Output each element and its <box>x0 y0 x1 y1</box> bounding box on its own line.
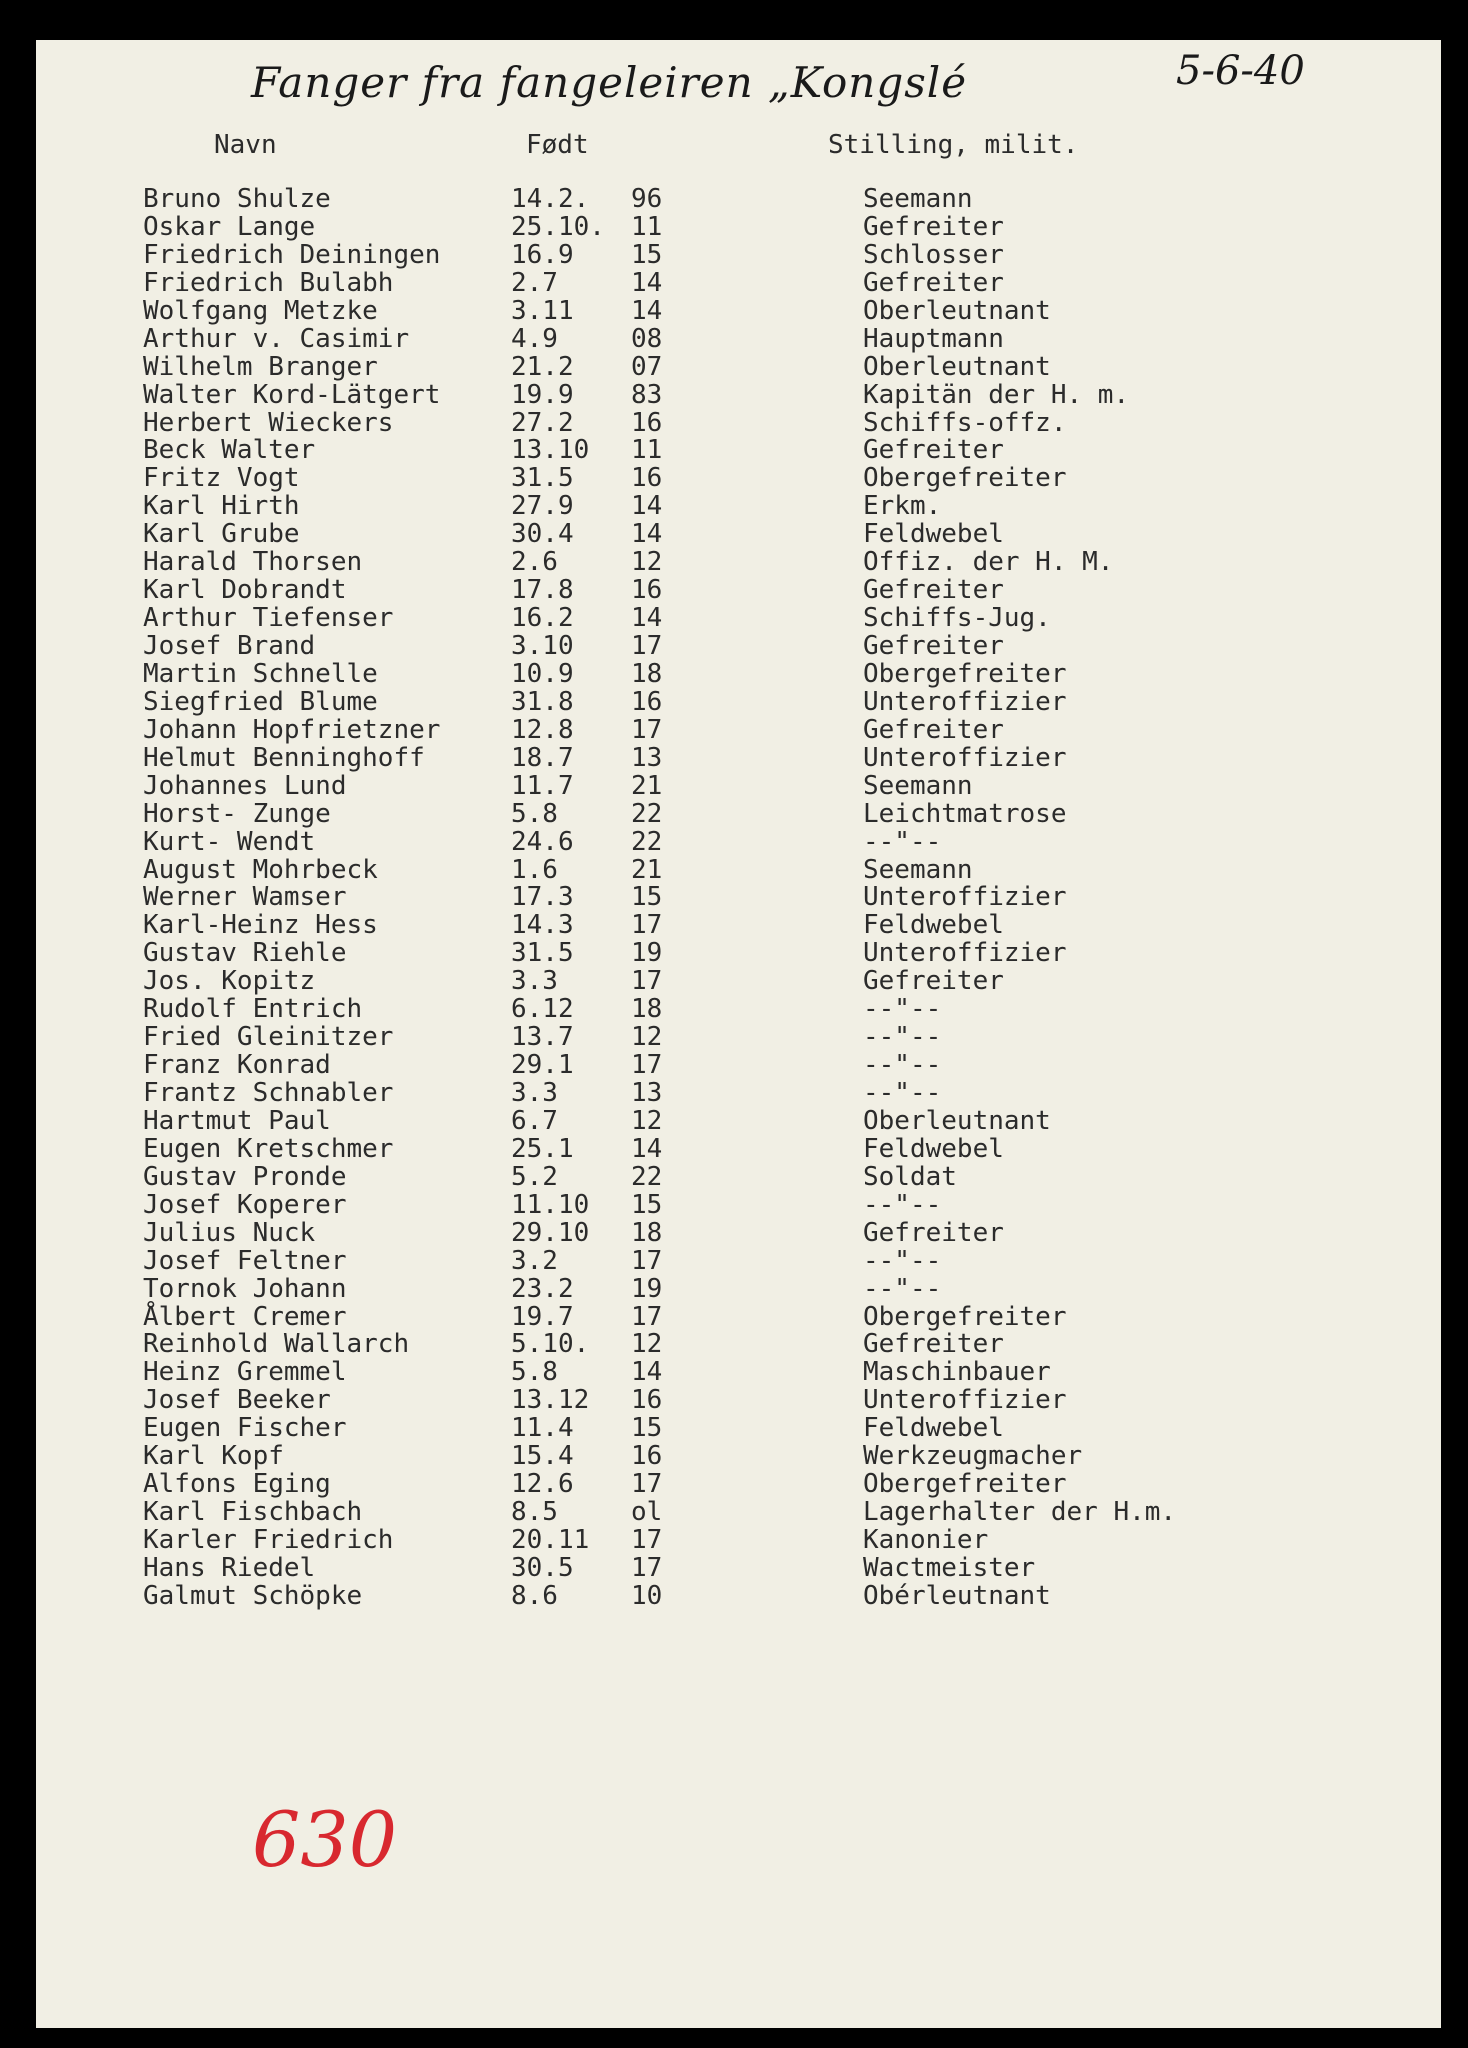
military-position: Obergefreiter <box>863 658 1067 689</box>
military-position: Gefreiter <box>863 966 1004 997</box>
list-item <box>36 714 1441 745</box>
list-item <box>36 493 1441 521</box>
birth-date: 31.5 <box>511 938 574 969</box>
prisoner-name: Gustav Pronde <box>143 1161 347 1192</box>
list-item <box>36 186 1441 214</box>
prisoner-name: Josef Beeker <box>143 1385 331 1416</box>
birth-date: 11.4 <box>511 1413 574 1444</box>
military-position: Gefreiter <box>863 1329 1004 1360</box>
prisoner-list <box>36 186 1441 1611</box>
prisoner-name: Galmut Schöpke <box>143 1580 363 1611</box>
list-item <box>36 1443 1441 1471</box>
birth-year: 10 <box>631 1580 663 1611</box>
birth-date: 29.10 <box>511 1217 590 1248</box>
prisoner-name: Martin Schnelle <box>143 658 378 689</box>
military-position: Obergefreiter <box>863 1469 1067 1500</box>
birth-year: 11 <box>631 211 663 242</box>
military-position: Obérleutnant <box>863 1580 1051 1611</box>
birth-year: 22 <box>631 1161 663 1192</box>
list-item <box>36 1499 1441 1527</box>
birth-date: 11.7 <box>511 770 574 801</box>
list-item <box>36 1105 1441 1136</box>
prisoner-name: Arthur Tiefenser <box>143 603 394 634</box>
birth-date: 11.10 <box>511 1189 590 1220</box>
military-position: Unteroffizier <box>863 742 1067 773</box>
prisoner-name: Josef Koperer <box>143 1189 347 1220</box>
list-item <box>36 940 1441 968</box>
military-position: --"-- <box>863 1273 942 1304</box>
list-item <box>36 1217 1441 1248</box>
military-position: --"-- <box>863 1078 942 1108</box>
birth-year: 21 <box>631 770 663 801</box>
birth-date: 21.2 <box>511 351 574 382</box>
prisoner-name: Wolfgang Metzke <box>143 295 378 326</box>
prisoner-name: Arthur v. Casimir <box>143 323 410 354</box>
birth-date: 12.8 <box>511 714 574 745</box>
prisoner-name: Friedrich Bulabh <box>143 267 394 298</box>
list-item <box>36 633 1441 661</box>
list-item <box>36 1133 1441 1164</box>
birth-year: 16 <box>631 686 663 717</box>
birth-date: 14.3 <box>511 910 574 941</box>
birth-date: 24.6 <box>511 826 574 857</box>
birth-year: 08 <box>631 323 663 354</box>
list-item <box>36 1580 1441 1611</box>
birth-year: 14 <box>631 491 663 522</box>
list-item <box>36 1080 1441 1108</box>
list-item <box>36 521 1441 549</box>
birth-year: 16 <box>631 407 663 438</box>
list-item <box>36 798 1441 829</box>
military-position: Leichtmatrose <box>863 798 1067 829</box>
list-item <box>36 267 1441 298</box>
birth-date: 2.7 <box>511 267 558 298</box>
birth-year: 17 <box>631 1245 663 1276</box>
military-position: Oberleutnant <box>863 351 1051 382</box>
prisoner-name: Werner Wamser <box>143 882 347 913</box>
prisoner-name: Siegfried Blume <box>143 686 378 717</box>
prisoner-name: Ålbert Cremer <box>143 1301 347 1332</box>
birth-date: 3.2 <box>511 1245 558 1276</box>
prisoner-name: Wilhelm Branger <box>143 351 378 382</box>
list-item <box>36 826 1441 857</box>
birth-year: 12 <box>631 1022 663 1053</box>
military-position: Oberleutnant <box>863 1105 1051 1136</box>
prisoner-name: Karl Grube <box>143 519 300 550</box>
list-item <box>36 465 1441 493</box>
prisoner-name: Jos. Kopitz <box>143 966 316 997</box>
header-name: Navn <box>214 130 277 160</box>
birth-year: 17 <box>631 1525 663 1555</box>
birth-year: 21 <box>631 854 663 885</box>
list-item <box>36 1387 1441 1415</box>
military-position: Schiffs-offz. <box>863 407 1067 438</box>
military-position: Hauptmann <box>863 323 1004 354</box>
birth-year: 16 <box>631 1385 663 1416</box>
prisoner-name: Karl Fischbach <box>143 1497 363 1528</box>
military-position: Unteroffizier <box>863 686 1067 717</box>
birth-year: 18 <box>631 994 663 1025</box>
birth-year: 12 <box>631 547 663 578</box>
birth-date: 19.9 <box>511 379 574 410</box>
birth-year: 18 <box>631 1217 663 1248</box>
birth-year: 22 <box>631 798 663 829</box>
list-item <box>36 605 1441 633</box>
list-item <box>36 912 1441 940</box>
birth-date: 27.9 <box>511 491 574 522</box>
list-item <box>36 996 1441 1024</box>
list-item <box>36 295 1441 326</box>
military-position: --"-- <box>863 994 942 1025</box>
prisoner-name: Horst- Zunge <box>143 798 331 829</box>
military-position: Feldwebel <box>863 1133 1004 1164</box>
birth-date: 5.2 <box>511 1161 558 1192</box>
birth-date: 6.12 <box>511 994 574 1025</box>
military-position: Unteroffizier <box>863 938 1067 969</box>
birth-date: 19.7 <box>511 1301 574 1332</box>
military-position: Erkm. <box>863 491 942 522</box>
birth-date: 25.1 <box>511 1133 574 1164</box>
military-position: Feldwebel <box>863 910 1004 941</box>
prisoner-name: Harald Thorsen <box>143 547 363 578</box>
prisoner-name: Karl Kopf <box>143 1441 284 1472</box>
prisoner-name: Walter Kord-Lätgert <box>143 379 441 410</box>
list-item <box>36 1024 1441 1052</box>
prisoner-name: Johannes Lund <box>143 770 347 801</box>
list-item <box>36 407 1441 438</box>
military-position: Oberleutnant <box>863 295 1051 326</box>
birth-date: 20.11 <box>511 1525 590 1555</box>
list-item <box>36 884 1441 912</box>
list-item <box>36 549 1441 577</box>
list-item <box>36 351 1441 382</box>
birth-year: 17 <box>631 910 663 941</box>
list-item <box>36 686 1441 717</box>
header-position: Stilling, milit. <box>828 130 1079 160</box>
prisoner-name: Oskar Lange <box>143 211 316 242</box>
birth-year: 14 <box>631 603 663 634</box>
military-position: Unteroffizier <box>863 882 1067 913</box>
birth-year: 15 <box>631 1189 663 1220</box>
birth-date: 18.7 <box>511 742 574 773</box>
prisoner-name: Alfons Eging <box>143 1469 331 1500</box>
birth-date: 31.5 <box>511 463 574 494</box>
birth-date: 8.5 <box>511 1497 558 1528</box>
military-position: Kanonier <box>863 1525 989 1555</box>
birth-year: 17 <box>631 966 663 997</box>
military-position: --"-- <box>863 1022 942 1053</box>
list-item <box>36 1052 1441 1080</box>
birth-date: 30.5 <box>511 1552 574 1583</box>
birth-date: 6.7 <box>511 1105 558 1136</box>
list-item <box>36 1331 1441 1359</box>
military-position: Offiz. der H. M. <box>863 547 1114 578</box>
list-item <box>36 770 1441 801</box>
birth-date: 15.4 <box>511 1441 574 1472</box>
birth-year: 19 <box>631 1273 663 1304</box>
birth-date: 3.11 <box>511 295 574 326</box>
military-position: Gefreiter <box>863 1217 1004 1248</box>
birth-year: 12 <box>631 1329 663 1360</box>
prisoner-name: Heinz Gremmel <box>143 1357 347 1388</box>
paper-sheet <box>36 40 1441 2028</box>
military-position: Gefreiter <box>863 631 1004 661</box>
military-position: Gefreiter <box>863 267 1004 298</box>
list-item <box>36 1471 1441 1499</box>
birth-date: 3.10 <box>511 631 574 661</box>
list-item <box>36 1415 1441 1443</box>
list-item <box>36 1189 1441 1220</box>
list-item <box>36 1301 1441 1332</box>
birth-year: 11 <box>631 435 663 466</box>
prisoner-name: Julius Nuck <box>143 1217 316 1248</box>
birth-year: 22 <box>631 826 663 857</box>
prisoner-name: Beck Walter <box>143 435 316 466</box>
birth-year: 15 <box>631 239 663 270</box>
prisoner-name: Karl-Heinz Hess <box>143 910 378 941</box>
prisoner-name: Rudolf Entrich <box>143 994 363 1025</box>
prisoner-name: Tornok Johann <box>143 1273 347 1304</box>
birth-date: 5.8 <box>511 798 558 829</box>
birth-date: 8.6 <box>511 1580 558 1611</box>
birth-year: 13 <box>631 1078 663 1108</box>
prisoner-name: August Mohrbeck <box>143 854 378 885</box>
table-header <box>36 132 1441 166</box>
prisoner-name: Josef Feltner <box>143 1245 347 1276</box>
birth-date: 3.3 <box>511 1078 558 1108</box>
birth-date: 27.2 <box>511 407 574 438</box>
header-born: Født <box>526 130 589 160</box>
birth-year: 13 <box>631 742 663 773</box>
military-position: --"-- <box>863 1189 942 1220</box>
birth-year: 15 <box>631 1413 663 1444</box>
military-position: Maschinbauer <box>863 1357 1051 1388</box>
military-position: --"-- <box>863 1245 942 1276</box>
prisoner-name: Helmut Benninghoff <box>143 742 425 773</box>
birth-date: 13.12 <box>511 1385 590 1416</box>
list-item <box>36 854 1441 885</box>
prisoner-name: Johann Hopfrietzner <box>143 714 441 745</box>
birth-year: 18 <box>631 658 663 689</box>
list-item <box>36 1552 1441 1583</box>
prisoner-name: Fried Gleinitzer <box>143 1022 394 1053</box>
birth-date: 1.6 <box>511 854 558 885</box>
prisoner-name: Kurt- Wendt <box>143 826 316 857</box>
list-item <box>36 1273 1441 1304</box>
military-position: Soldat <box>863 1161 957 1192</box>
birth-date: 17.3 <box>511 882 574 913</box>
prisoner-name: Karler Friedrich <box>143 1525 394 1555</box>
military-position: Lagerhalter der H.m. <box>863 1497 1177 1528</box>
military-position: Gefreiter <box>863 435 1004 466</box>
birth-date: 5.10. <box>511 1329 590 1360</box>
birth-date: 10.9 <box>511 658 574 689</box>
prisoner-name: Bruno Shulze <box>143 184 331 214</box>
list-item <box>36 968 1441 996</box>
birth-date: 31.8 <box>511 686 574 717</box>
birth-year: 96 <box>631 184 663 214</box>
list-item <box>36 1359 1441 1387</box>
military-position: Seemann <box>863 184 973 214</box>
birth-year: 14 <box>631 267 663 298</box>
birth-date: 13.10 <box>511 435 590 466</box>
list-item <box>36 1161 1441 1192</box>
military-position: Gefreiter <box>863 575 1004 606</box>
prisoner-name: Karl Dobrandt <box>143 575 347 606</box>
military-position: Schiffs-Jug. <box>863 603 1051 634</box>
birth-date: 5.8 <box>511 1357 558 1388</box>
handwritten-date: 5-6-40 <box>1176 48 1305 94</box>
birth-date: 25.10. <box>511 211 605 242</box>
prisoner-name: Josef Brand <box>143 631 316 661</box>
prisoner-name: Hartmut Paul <box>143 1105 331 1136</box>
military-position: Obergefreiter <box>863 1301 1067 1332</box>
birth-date: 16.2 <box>511 603 574 634</box>
birth-year: 17 <box>631 1552 663 1583</box>
military-position: --"-- <box>863 1050 942 1081</box>
prisoner-name: Herbert Wieckers <box>143 407 394 438</box>
list-item <box>36 323 1441 354</box>
birth-year: 19 <box>631 938 663 969</box>
prisoner-name: Frantz Schnabler <box>143 1078 394 1108</box>
birth-year: 17 <box>631 1469 663 1500</box>
birth-year: 14 <box>631 519 663 550</box>
birth-date: 23.2 <box>511 1273 574 1304</box>
prisoner-name: Hans Riedel <box>143 1552 316 1583</box>
military-position: Kapitän der H. m. <box>863 379 1130 410</box>
list-item <box>36 1245 1441 1276</box>
birth-year: 17 <box>631 714 663 745</box>
birth-date: 16.9 <box>511 239 574 270</box>
birth-year: 16 <box>631 1441 663 1472</box>
birth-date: 3.3 <box>511 966 558 997</box>
prisoner-name: Fritz Vogt <box>143 463 300 494</box>
military-position: Seemann <box>863 770 973 801</box>
military-position: Feldwebel <box>863 1413 1004 1444</box>
birth-date: 2.6 <box>511 547 558 578</box>
prisoner-name: Eugen Kretschmer <box>143 1133 394 1164</box>
birth-year: 14 <box>631 1357 663 1388</box>
prisoner-name: Karl Hirth <box>143 491 300 522</box>
military-position: Werkzeugmacher <box>863 1441 1083 1472</box>
birth-date: 17.8 <box>511 575 574 606</box>
birth-date: 14.2. <box>511 184 590 214</box>
birth-year: 17 <box>631 631 663 661</box>
military-position: Wactmeister <box>863 1552 1036 1583</box>
prisoner-name: Franz Konrad <box>143 1050 331 1081</box>
list-item <box>36 437 1441 465</box>
birth-year: 14 <box>631 1133 663 1164</box>
birth-year: 07 <box>631 351 663 382</box>
prisoner-name: Gustav Riehle <box>143 938 347 969</box>
handwritten-page-number: 630 <box>252 1795 398 1884</box>
list-item <box>36 239 1441 270</box>
military-position: Obergefreiter <box>863 463 1067 494</box>
birth-year: 17 <box>631 1050 663 1081</box>
list-item <box>36 379 1441 410</box>
list-item <box>36 577 1441 605</box>
birth-year: 16 <box>631 575 663 606</box>
military-position: --"-- <box>863 826 942 857</box>
birth-year: 14 <box>631 295 663 326</box>
birth-date: 4.9 <box>511 323 558 354</box>
birth-year: 15 <box>631 882 663 913</box>
birth-year: 16 <box>631 463 663 494</box>
list-item <box>36 1527 1441 1555</box>
military-position: Seemann <box>863 854 973 885</box>
military-position: Feldwebel <box>863 519 1004 550</box>
military-position: Gefreiter <box>863 714 1004 745</box>
military-position: Unteroffizier <box>863 1385 1067 1416</box>
list-item <box>36 211 1441 242</box>
birth-year: ol <box>631 1497 663 1528</box>
list-item <box>36 658 1441 689</box>
prisoner-name: Reinhold Wallarch <box>143 1329 410 1360</box>
prisoner-name: Friedrich Deiningen <box>143 239 441 270</box>
military-position: Gefreiter <box>863 211 1004 242</box>
birth-date: 29.1 <box>511 1050 574 1081</box>
birth-year: 12 <box>631 1105 663 1136</box>
birth-date: 12.6 <box>511 1469 574 1500</box>
military-position: Schlosser <box>863 239 1004 270</box>
birth-year: 17 <box>631 1301 663 1332</box>
prisoner-name: Eugen Fischer <box>143 1413 347 1444</box>
birth-date: 30.4 <box>511 519 574 550</box>
birth-year: 83 <box>631 379 663 410</box>
list-item <box>36 742 1441 773</box>
handwritten-title: Fanger fra fangeleiren „Kongslé <box>251 58 968 107</box>
birth-date: 13.7 <box>511 1022 574 1053</box>
